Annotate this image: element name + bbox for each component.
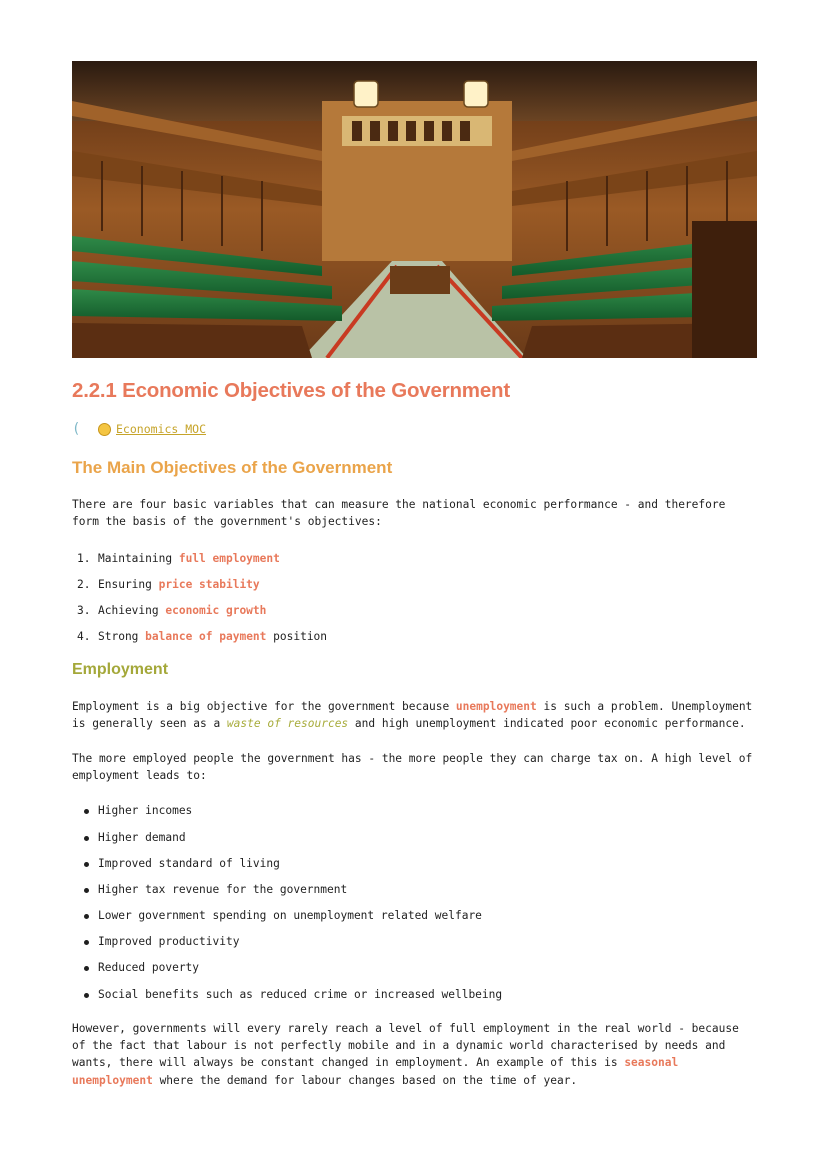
employment-paragraph-3: However, governments will every rarely reach a level of full employment in the real world - because of the fact that labour is not perfectly mobile and in a dynamic world characterised by needs and wants, there will always be constant changed in employment. An example of this is seasonal unemployment where the demand for labour changes based on the time of year. — [72, 1021, 739, 1087]
callout-bracket-icon: ( — [72, 421, 81, 437]
economics-moc-link[interactable]: Economics MOC — [116, 422, 207, 436]
intro-paragraph: There are four basic variables that can measure the national economic performance - and therefore form the basis of the government's objectives: — [72, 498, 726, 529]
list-item: Higher demand — [72, 829, 757, 846]
list-item: Social benefits such as reduced crime or increased wellbeing — [72, 986, 757, 1003]
house-of-commons-image — [72, 61, 757, 358]
list-item: 4. Strong balance of payment position — [77, 630, 328, 644]
list-item: Higher incomes — [72, 802, 757, 819]
page-title: 2.2.1 Economic Objectives of the Government — [72, 379, 510, 402]
grinning-face-emoji-icon — [98, 423, 111, 436]
highlight-price-stability: price stability — [158, 577, 260, 591]
benefits-list — [72, 802, 757, 1002]
highlight-balance-of-payment: balance of payment — [145, 630, 267, 644]
list-item: Lower government spending on unemployment related welfare — [72, 907, 757, 924]
list-item: 1. Maintaining full employment — [77, 551, 280, 565]
employment-paragraph-1: Employment is a big objective for the government because unemployment is such a problem. Unemployment is generally seen as a waste of resources and high unemployment indicated poor economic performance. — [72, 700, 753, 731]
objectives-list — [72, 550, 757, 646]
list-item: 2. Ensuring price stability — [77, 577, 260, 591]
highlight-economic-growth: economic growth — [165, 603, 267, 617]
moc-callout — [72, 421, 757, 439]
employment-paragraph-2: The more employed people the government has - the more people they can charge tax on. A high level of employment leads to: — [72, 751, 753, 783]
highlight-full-employment: full employment — [178, 551, 280, 565]
section-heading-employment: Employment — [72, 661, 169, 679]
note-page — [72, 61, 757, 1089]
list-item: Higher tax revenue for the government — [72, 881, 757, 898]
list-item: Improved standard of living — [72, 855, 757, 872]
section-heading-main-objectives: The Main Objectives of the Government — [72, 458, 393, 477]
list-item: Improved productivity — [72, 933, 757, 950]
list-item: 3. Achieving economic growth — [77, 603, 267, 617]
list-item: Reduced poverty — [72, 959, 757, 976]
